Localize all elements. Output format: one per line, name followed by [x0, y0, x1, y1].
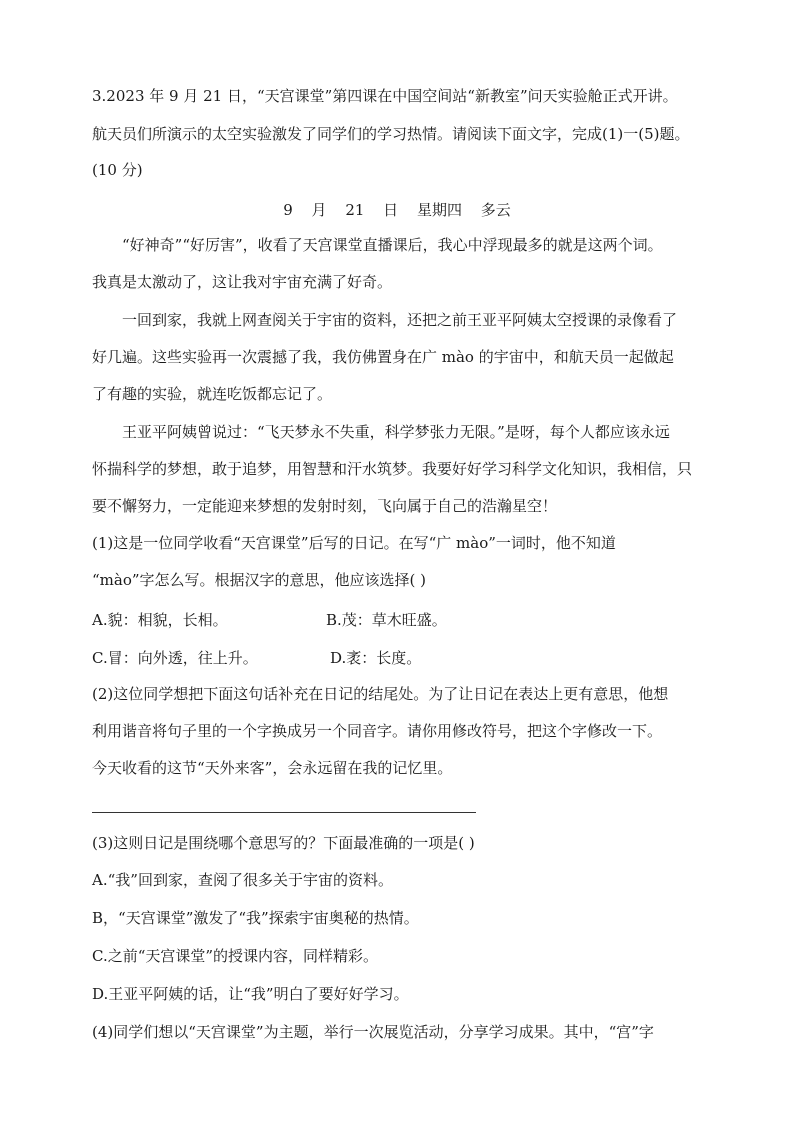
diary-line: 我真是太激动了，这让我对宇宙充满了好奇。: [92, 273, 393, 291]
q3-stem: (3)这则日记是围绕哪个意思写的？下面最准确的一项是( ): [92, 834, 475, 852]
q3-option-b: B，“天宫课堂”激发了“我”探索宇宙奥秘的热情。: [92, 909, 419, 927]
diary-line: 一回到家，我就上网查阅关于宇宙的资料，还把之前王亚平阿姨太空授课的录像看了: [122, 311, 678, 329]
question-intro-line-1: 3.2023 年 9 月 21 日，“天宫课堂”第四课在中国空间站“新教室”问天实验舱正式开讲。: [92, 87, 678, 105]
q2-answer-line[interactable]: [92, 812, 476, 813]
q2-stem-line-2: 利用谐音将句子里的一个字换成另一个同音字。请你用修改符号，把这个字修改一下。: [92, 722, 663, 740]
q2-stem-line-1: (2)这位同学想把下面这句话补充在日记的结尾处。为了让日记在表达上更有意思，他想: [92, 685, 669, 703]
diary-line: 王亚平阿姨曾说过：“飞天梦永不失重，科学梦张力无限。”是呀，每个人都应该永远: [122, 423, 670, 441]
diary-line: 好几遍。这些实验再一次震撼了我，我仿佛置身在广 mào 的宇宙中，和航天员一起做起: [92, 348, 674, 366]
q1-option-d: D.袤：长度。: [330, 649, 422, 667]
q2-sentence: 今天收看的这节“天外来客”，会永远留在我的记忆里。: [92, 759, 453, 777]
q1-stem-line-1: (1)这是一位同学收看“天宫课堂”后写的日记。在写“广 mào”一词时，他不知道: [92, 534, 616, 552]
diary-line: “好神奇”“好厉害”，收看了天宫课堂直播课后，我心中浮现最多的就是这两个词。: [122, 236, 663, 254]
q1-option-b: B.茂：草木旺盛。: [326, 611, 447, 629]
q3-option-d: D.王亚平阿姨的话，让“我”明白了要好好学习。: [92, 985, 409, 1003]
question-score: (10 分): [92, 161, 143, 179]
question-intro-line-2: 航天员们所演示的太空实验激发了同学们的学习热情。请阅读下面文字，完成(1)一(5)题。: [92, 125, 690, 143]
q1-stem-line-2: “mào”字怎么写。根据汉字的意思，他应该选择( ): [92, 571, 427, 589]
q3-option-a: A.“我”回到家，查阅了很多关于宇宙的资料。: [92, 871, 393, 889]
q1-option-a: A.貌：相貌，长相。: [92, 611, 228, 629]
diary-header: 9 月 21 日 星期四 多云: [283, 201, 511, 219]
diary-line: 要不懈努力，一定能迎来梦想的发射时刻，飞向属于自己的浩瀚星空！: [92, 497, 558, 515]
diary-line: 怀揣科学的梦想，敢于追梦，用智慧和汗水筑梦。我要好好学习科学文化知识，我相信，只: [92, 460, 693, 478]
q4-stem-line-1: (4)同学们想以“天宫课堂”为主题，举行一次展览活动，分享学习成果。其中，“宫”字: [92, 1023, 654, 1041]
q3-option-c: C.之前“天宫课堂”的授课内容，同样精彩。: [92, 947, 379, 965]
q1-option-c: C.冒：向外透，往上升。: [92, 649, 258, 667]
diary-line: 了有趣的实验，就连吃饭都忘记了。: [92, 385, 333, 403]
